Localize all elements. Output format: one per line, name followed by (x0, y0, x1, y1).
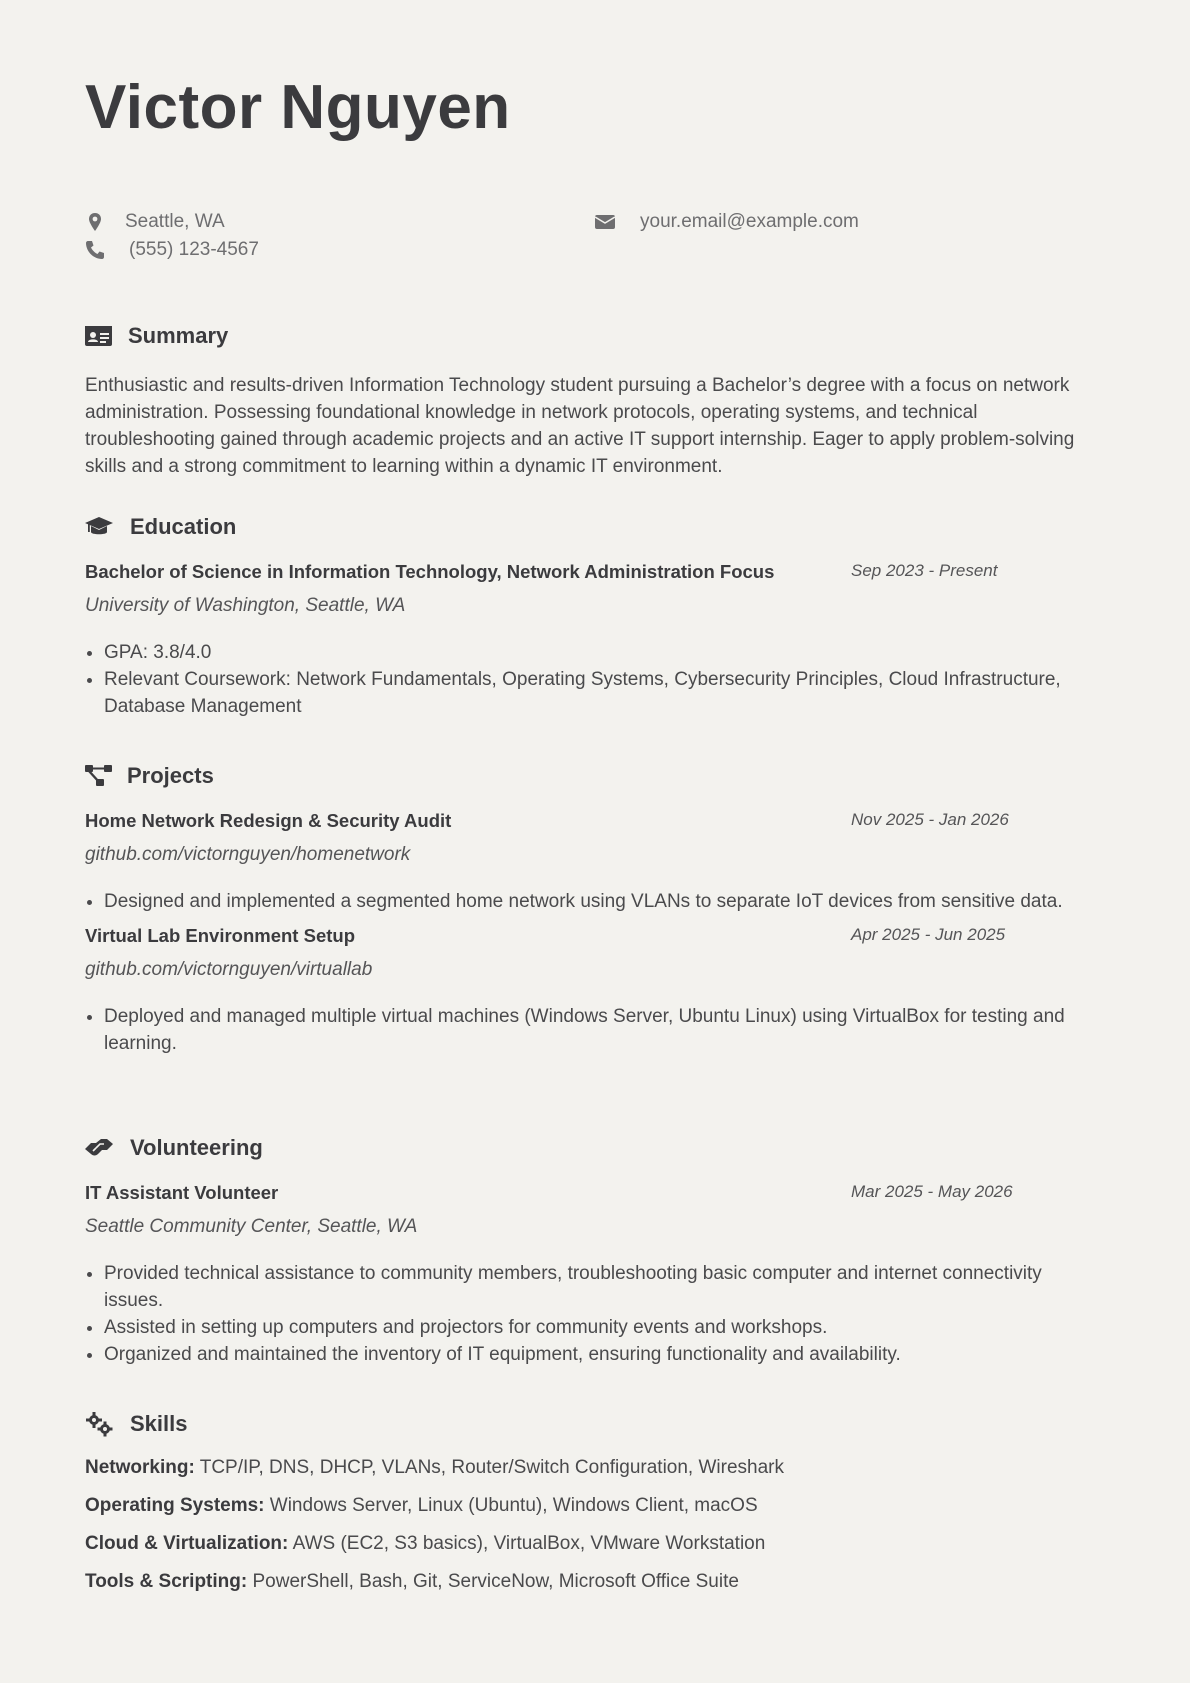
map-marker-icon (85, 212, 105, 232)
volunteer-role: IT Assistant Volunteer (85, 1182, 279, 1203)
list-item: Organized and maintained the inventory of IT equipment, ensuring functionality and availability. (85, 1341, 1105, 1368)
contact-location (85, 211, 225, 233)
list-item: Provided technical assistance to community members, troubleshooting basic computer and internet connectivity issues. (85, 1260, 1105, 1314)
project-diagram-icon (85, 763, 113, 789)
skill-value: PowerShell, Bash, Git, ServiceNow, Microsoft Office Suite (252, 1571, 739, 1592)
project-name: Home Network Redesign & Security Audit (85, 810, 452, 831)
skills-section (85, 1409, 1105, 1601)
summary-text: Enthusiastic and results-driven Information Technology student pursuing a Bachelor’s degree with a focus on network administration. Possessing foundational knowledge in network protocols, operating systems, and technical troubleshooting gained through academic projects and an active IT support internship. Eager to apply problem-solving skills and a strong commitment to learning within a dynamic IT environment. (85, 375, 1075, 477)
volunteer-bullets (85, 1260, 1105, 1368)
volunteer-date: Mar 2025 - May 2026 (851, 1182, 1013, 1201)
list-item: Relevant Coursework: Network Fundamentals, Operating Systems, Cybersecurity Principles, Cloud Infrastructure, Database Management (85, 666, 1105, 720)
summary-section (85, 321, 1105, 480)
volunteer-org: Seattle Community Center, Seattle, WA (85, 1216, 418, 1237)
project-link[interactable]: github.com/victornguyen/homenetwork (85, 844, 411, 865)
skill-value: AWS (EC2, S3 basics), VirtualBox, VMware Workstation (292, 1533, 766, 1554)
graduation-cap-icon (85, 514, 113, 540)
location-text: Seattle, WA (125, 211, 225, 232)
degree-title: Bachelor of Science in Information Technology, Network Administration Focus (85, 561, 775, 582)
skill-value: TCP/IP, DNS, DHCP, VLANs, Router/Switch Configuration, Wireshark (199, 1457, 784, 1478)
contact-email (595, 211, 859, 233)
education-entry (85, 561, 1105, 720)
gears-icon (85, 1411, 113, 1437)
list-item: GPA: 3.8/4.0 (85, 639, 1105, 666)
project-bullets (85, 1003, 1105, 1057)
project-date: Apr 2025 - Jun 2025 (851, 925, 1006, 944)
skill-label: Networking: (85, 1457, 195, 1478)
list-item: Deployed and managed multiple virtual machines (Windows Server, Ubuntu Linux) using VirtualBox for testing and learning. (85, 1003, 1105, 1057)
project-date: Nov 2025 - Jan 2026 (851, 810, 1009, 829)
project-name: Virtual Lab Environment Setup (85, 925, 356, 946)
project-entry-2 (85, 925, 1105, 1057)
projects-title: Projects (127, 763, 214, 788)
project-bullets (85, 888, 1105, 915)
phone-text: (555) 123-4567 (129, 239, 259, 260)
skill-row (85, 1563, 1105, 1601)
volunteering-section (85, 1133, 1105, 1368)
education-section (85, 512, 1105, 720)
volunteering-title: Volunteering (130, 1135, 263, 1160)
school-name: University of Washington, Seattle, WA (85, 595, 406, 616)
skill-row (85, 1487, 1105, 1525)
skill-row (85, 1449, 1105, 1487)
summary-title: Summary (128, 323, 229, 348)
id-card-icon (85, 323, 113, 349)
handshake-icon (85, 1135, 113, 1161)
education-bullets (85, 639, 1105, 720)
project-link[interactable]: github.com/victornguyen/virtuallab (85, 959, 373, 980)
projects-section (85, 761, 1105, 1057)
list-item: Assisted in setting up computers and projectors for community events and workshops. (85, 1314, 1105, 1341)
contact-phone (85, 239, 259, 261)
list-item: Designed and implemented a segmented home network using VLANs to separate IoT devices from sensitive data. (85, 888, 1105, 915)
education-title: Education (130, 514, 237, 539)
volunteering-entry (85, 1182, 1105, 1368)
email-link[interactable]: your.email@example.com (640, 211, 859, 232)
skill-value: Windows Server, Linux (Ubuntu), Windows Client, macOS (269, 1495, 758, 1516)
phone-icon (85, 240, 105, 260)
skill-label: Operating Systems: (85, 1495, 265, 1516)
project-entry-1 (85, 810, 1105, 915)
skill-row (85, 1525, 1105, 1563)
skills-title: Skills (130, 1411, 188, 1436)
skill-label: Tools & Scripting: (85, 1571, 248, 1592)
skills-list (85, 1449, 1105, 1601)
skill-label: Cloud & Virtualization: (85, 1533, 289, 1554)
envelope-icon (595, 212, 615, 232)
candidate-name: Victor Nguyen (85, 73, 511, 142)
education-date: Sep 2023 - Present (851, 561, 998, 580)
